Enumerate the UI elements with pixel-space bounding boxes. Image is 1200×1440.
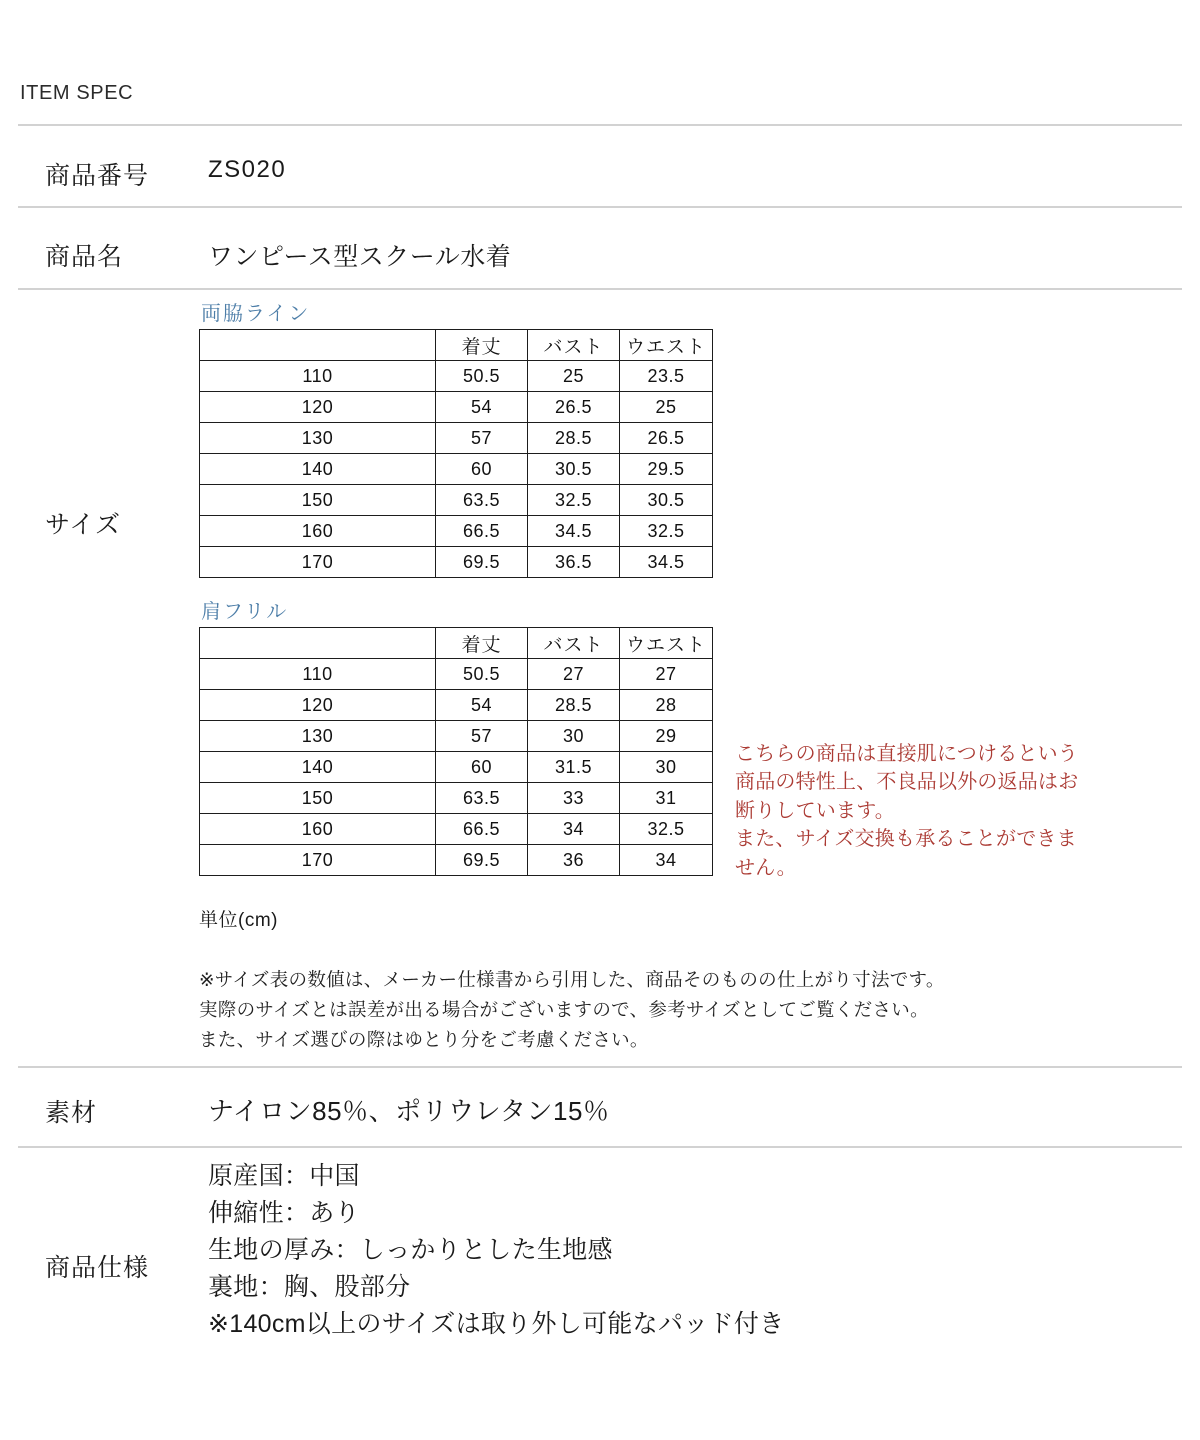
column-header-size [200, 628, 436, 659]
cell-waist: 28 [620, 690, 713, 721]
table-row [200, 659, 713, 690]
cell-bust: 30.5 [528, 454, 620, 485]
cell-size: 150 [200, 783, 436, 814]
cell-size: 160 [200, 516, 436, 547]
cell-bust: 34 [528, 814, 620, 845]
cell-length: 50.5 [436, 659, 528, 690]
cell-waist: 31 [620, 783, 713, 814]
cell-size: 140 [200, 752, 436, 783]
label-product-spec: 商品仕様 [45, 1254, 150, 1282]
cell-length: 66.5 [436, 516, 528, 547]
cell-size: 110 [200, 361, 436, 392]
cell-size: 130 [200, 423, 436, 454]
cell-length: 50.5 [436, 361, 528, 392]
cell-waist: 29.5 [620, 454, 713, 485]
cell-length: 57 [436, 721, 528, 752]
cell-waist: 25 [620, 392, 713, 423]
label-item-name: 商品名 [45, 243, 124, 271]
table-header-row [200, 628, 713, 659]
cell-size: 140 [200, 454, 436, 485]
spec-line-stretch: 伸縮性：あり [208, 1199, 360, 1227]
table-row [200, 721, 713, 752]
cell-length: 69.5 [436, 547, 528, 578]
cell-length: 54 [436, 690, 528, 721]
cell-bust: 31.5 [528, 752, 620, 783]
table-row [200, 547, 713, 578]
return-policy-notice [735, 740, 1155, 882]
divider-below-code [18, 206, 1182, 208]
size-tables-block [199, 304, 945, 1055]
cell-size: 170 [200, 845, 436, 876]
cell-waist: 34.5 [620, 547, 713, 578]
cell-length: 63.5 [436, 783, 528, 814]
cell-length: 66.5 [436, 814, 528, 845]
table-row [200, 485, 713, 516]
table-row [200, 516, 713, 547]
divider-below-material [18, 1146, 1182, 1148]
cell-waist: 30 [620, 752, 713, 783]
column-header-length: 着丈 [436, 628, 528, 659]
cell-waist: 23.5 [620, 361, 713, 392]
cell-length: 63.5 [436, 485, 528, 516]
return-notice-line: また、サイズ交換も承ることができま [735, 828, 1077, 851]
table-caption-shoulder-frill: 肩フリル [201, 601, 289, 623]
cell-bust: 33 [528, 783, 620, 814]
cell-bust: 27 [528, 659, 620, 690]
column-header-size [200, 330, 436, 361]
label-size: サイズ [45, 511, 122, 539]
cell-waist: 29 [620, 721, 713, 752]
page-title: ITEM SPEC [20, 82, 134, 104]
cell-bust: 36 [528, 845, 620, 876]
size-note-line: ※サイズ表の数値は、メーカー仕様書から引用した、商品そのものの仕上がり寸法です。 [199, 969, 945, 990]
table-row [200, 690, 713, 721]
table-caption-side-line: 両脇ライン [201, 303, 311, 325]
cell-bust: 26.5 [528, 392, 620, 423]
cell-waist: 27 [620, 659, 713, 690]
size-notes [199, 965, 945, 1055]
divider-below-title [18, 124, 1182, 126]
size-table-side-line [199, 329, 713, 578]
size-table-shoulder-frill [199, 627, 713, 876]
table-row [200, 392, 713, 423]
cell-bust: 36.5 [528, 547, 620, 578]
column-header-waist: ウエスト [620, 628, 713, 659]
spec-line-lining: 裏地：胸、股部分 [208, 1273, 411, 1301]
cell-size: 170 [200, 547, 436, 578]
product-spec-list [208, 1158, 785, 1343]
cell-bust: 25 [528, 361, 620, 392]
column-header-waist: ウエスト [620, 330, 713, 361]
value-material: ナイロン85％、ポリウレタン15％ [208, 1096, 610, 1126]
return-notice-line: せん。 [735, 856, 797, 879]
cell-bust: 28.5 [528, 690, 620, 721]
column-header-bust: バスト [528, 330, 620, 361]
cell-size: 130 [200, 721, 436, 752]
spec-line-origin: 原産国：中国 [208, 1162, 360, 1190]
cell-waist: 30.5 [620, 485, 713, 516]
table-spacer [199, 578, 945, 602]
size-note-line: 実際のサイズとは誤差が出る場合がございますので、参考サイズとしてご覧ください。 [199, 998, 929, 1020]
cell-waist: 32.5 [620, 814, 713, 845]
return-notice-line: 商品の特性上、不良品以外の返品はお [735, 771, 1079, 794]
table-row [200, 454, 713, 485]
table-row [200, 361, 713, 392]
cell-bust: 32.5 [528, 485, 620, 516]
label-material: 素材 [45, 1099, 98, 1127]
cell-length: 57 [436, 423, 528, 454]
value-item-code: ZS020 [208, 156, 287, 183]
unit-note: 単位(cm) [199, 910, 278, 931]
cell-size: 120 [200, 690, 436, 721]
cell-size: 110 [200, 659, 436, 690]
label-item-code: 商品番号 [45, 162, 150, 190]
cell-bust: 34.5 [528, 516, 620, 547]
table-row [200, 814, 713, 845]
cell-bust: 30 [528, 721, 620, 752]
cell-waist: 34 [620, 845, 713, 876]
cell-length: 60 [436, 454, 528, 485]
size-note-line: また、サイズ選びの際はゆとり分をご考慮ください。 [199, 1028, 649, 1050]
table-row [200, 845, 713, 876]
cell-size: 150 [200, 485, 436, 516]
cell-size: 120 [200, 392, 436, 423]
column-header-length: 着丈 [436, 330, 528, 361]
spec-line-pad: ※140cm以上のサイズは取り外し可能なパッド付き [208, 1310, 785, 1338]
cell-waist: 32.5 [620, 516, 713, 547]
divider-above-material [18, 1066, 1182, 1068]
cell-length: 69.5 [436, 845, 528, 876]
cell-size: 160 [200, 814, 436, 845]
cell-length: 60 [436, 752, 528, 783]
spec-line-thickness: 生地の厚み：しっかりとした生地感 [208, 1236, 613, 1264]
table-row [200, 423, 713, 454]
cell-length: 54 [436, 392, 528, 423]
value-item-name: ワンピース型スクール水着 [208, 243, 512, 271]
cell-bust: 28.5 [528, 423, 620, 454]
return-notice-line: 断りしています。 [735, 799, 895, 822]
column-header-bust: バスト [528, 628, 620, 659]
table-header-row [200, 330, 713, 361]
cell-waist: 26.5 [620, 423, 713, 454]
return-notice-line: こちらの商品は直接肌につけるという [735, 743, 1078, 765]
divider-below-name [18, 288, 1182, 290]
table-row [200, 783, 713, 814]
table-row [200, 752, 713, 783]
